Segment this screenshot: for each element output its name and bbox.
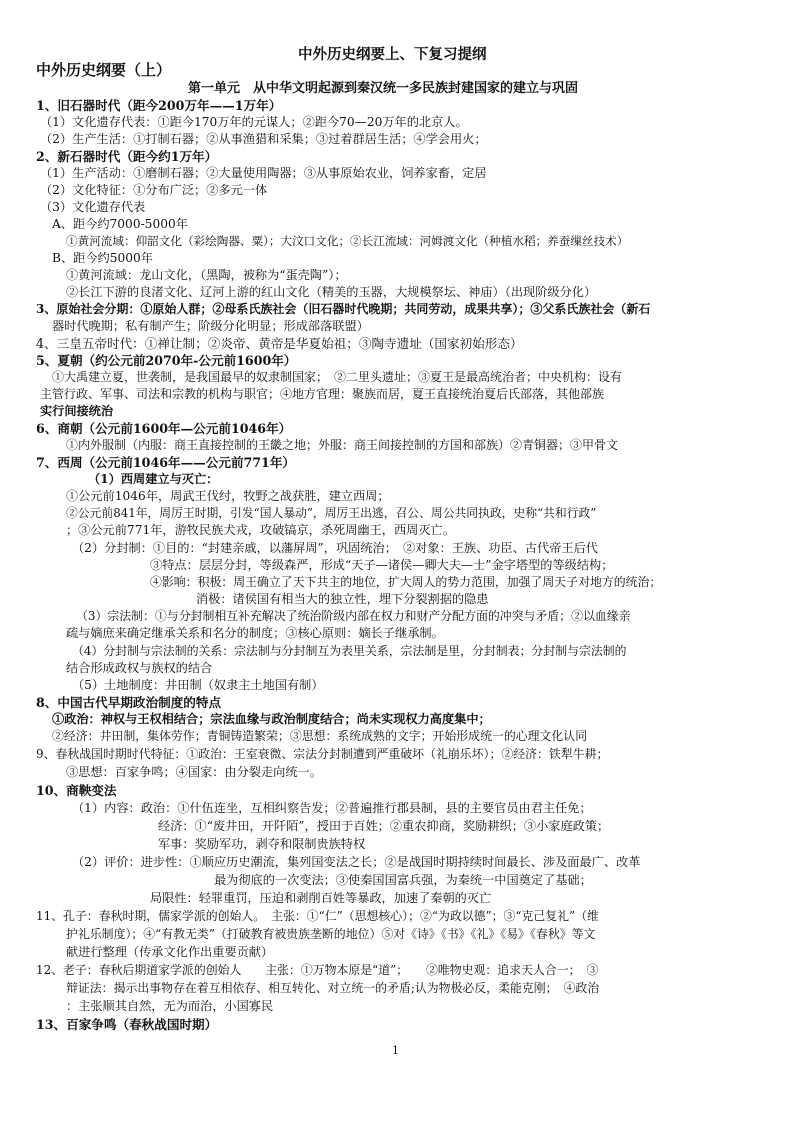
- section-heading: 8、中国古代早期政治制度的特点: [36, 695, 222, 710]
- section-heading: 4、三皇五帝时代：①禅让制；②炎帝、黄帝是华夏始祖；③陶寺遗址（国家初始形态）: [36, 336, 523, 351]
- text-line: （2）分封制：①目的：“封建亲戚，以藩屏周”，巩固统治； ②对象：王族、功臣、古代帝王后代: [72, 541, 598, 555]
- text-line: （2）评价：进步性：①顺应历史潮流，集列国变法之长；②是战国时期持续时间最长、涉及面最广、改革: [72, 855, 641, 869]
- text-line: ①公元前1046年，周武王伐纣，牧野之战获胜，建立西周；: [66, 489, 390, 503]
- text-line: （5）土地制度：井田制（奴隶主土地国有制）: [72, 678, 324, 692]
- text-line: 军事：奖励军功，剥夺和限制贵族特权: [158, 837, 366, 851]
- text-line: 主管行政、军事、司法和宗教的机构与职官；④地方官理：聚族而居，夏王直接统治夏后氏部落，其他部族: [40, 387, 605, 401]
- text-line: （1）文化遗存代表：①距今170万年的元谋人；②距今70—20万年的北京人。: [40, 115, 468, 129]
- text-line: （4）分封制与宗法制的关系：宗法制与分封制互为表里关系，宗法制是里，分封制表；分封制与宗法制的: [72, 644, 627, 658]
- unit-title: 第一单元 从中华文明起源到秦汉统一多民族封建国家的建立与巩固: [188, 81, 579, 96]
- text-line: ①黄河流域：仰韶文化（彩绘陶器、粟）；大汶口文化；②长江流域：河姆渡文化（种植水稻；养蚕缫丝技术）: [66, 234, 629, 248]
- text-line: （2）生产生活：①打制石器；②从事渔猎和采集；③过着群居生活；④学会用火；: [40, 132, 487, 146]
- section-heading: 13、百家争鸣（春秋战国时期）: [36, 1017, 218, 1032]
- text-line: ②长江下游的良渚文化、辽河上游的红山文化（精美的玉器，大规模祭坛、神庙）（出现阶级分化）: [66, 285, 597, 299]
- text-line: （1）生产活动：①磨制石器；②大量使用陶器；③从事原始农业，饲养家畜，定居: [40, 166, 487, 180]
- text-line: 局限性：轻罪重罚，压迫和剥削百姓等暴政，加速了秦朝的灭亡: [150, 891, 492, 905]
- text-line: 最为彻底的一次变法；③使秦国国富兵强，为秦统一中国奠定了基础；: [214, 873, 592, 887]
- section-heading: 6、商朝（公元前1600年—公元前1046年）: [36, 421, 292, 436]
- text-line: 实行间接统治: [40, 404, 114, 418]
- section-heading: 7、西周（公元前1046年——公元前771年）: [36, 455, 296, 470]
- text-line: （3）宗法制：①与分封制相互补充解决了统治阶级内部在权力和财产分配方面的冲突与矛盾；②以血缘亲: [76, 609, 631, 623]
- text-line: 护礼乐制度）；④“有教无类”（打破教育被贵族垄断的地位）⑤对《诗》《书》《礼》《易》《春秋》等文: [66, 927, 596, 941]
- text-line: A、距今约7000-5000年: [52, 217, 188, 231]
- section-heading: 12、老子：春秋后期道家学派的创始人 主张：①万物本原是“道”； ②唯物史观：追求天人合一； ③: [36, 963, 599, 977]
- subsection-heading: （1）西周建立与灭亡：: [88, 472, 219, 486]
- text-line: （1）内容：政治：①什伍连坐，互相纠察告发；②普遍推行郡县制，县的主要官员由君主任免；: [72, 801, 592, 815]
- text-line: 辩证法：揭示出事物存在着互相依存、相互转化、对立统一的矛盾;认为物极必反，柔能克刚； ④政治: [66, 981, 600, 995]
- text-line: ②公元前841年，周厉王时期，引发“国人暴动”，周厉王出逃，召公、周公共同执政，史称“共和行政”: [66, 506, 597, 520]
- part-title: 中外历史纲要（上）: [36, 61, 172, 79]
- text-line: ；③公元前771年，游牧民族犬戎，攻破镐京，杀死周幽王，西周灭亡。: [66, 523, 455, 537]
- text-line: 结合形成政权与族权的结合: [66, 661, 213, 675]
- text-line: ③思想：百家争鸣；④国家：由分裂走向统一。: [66, 765, 322, 779]
- text-line: ①大禹建立夏，世袭制，是我国最早的奴隶制国家； ②二里头遗址；③夏王是最高统治者；中央机构：设有: [52, 370, 623, 384]
- text-line: ①黄河流域：龙山文化，（黑陶，被称为“蛋壳陶”）；: [66, 268, 347, 282]
- section-heading: 9、春秋战国时期时代特征：①政治：王室衰微、宗法分封制遭到严重破坏（礼崩乐坏）；②经济：铁犁牛耕；: [36, 747, 609, 761]
- text-line: 消极：诸侯国有相当大的独立性，埋下分裂割据的隐患: [196, 592, 489, 606]
- text-line: 疏与嫡庶来确定继承关系和名分的制度；③核心原则：嫡长子继承制。: [66, 626, 444, 640]
- text-line: （2）文化特征：①分布广泛；②多元一体: [40, 183, 268, 197]
- text-line: ③特点：层层分封，等级森严，形成“天子—诸侯—卿大夫—士”金字塔型的等级结构；: [150, 558, 614, 572]
- section-heading: 1、旧石器时代（距今200万年——1万年）: [36, 98, 282, 113]
- section-heading: 3、原始社会分期：①原始人群；②母系氏族社会（旧石器时代晚期；共同劳动，成果共享）；③父系氏族社会（新石: [36, 302, 651, 316]
- text-line: ①内外服制（内服：商王直接控制的王畿之地；外服：商王间接控制的方国和部族）②青铜器；③甲骨文: [66, 438, 619, 452]
- text-line: （3）文化遗存代表: [40, 200, 146, 214]
- text-line: ④影响：积极：周王确立了天下共主的地位，扩大周人的势力范围，加强了周天子对地方的统治；: [150, 575, 662, 589]
- section-heading: 2、新石器时代（距今约1万年）: [36, 149, 218, 164]
- text-line: ：主张顺其自然，无为而治，小国寡民: [66, 999, 274, 1013]
- doc-title: 中外历史纲要上、下复习提纲: [298, 46, 487, 63]
- text-line: ②经济：井田制，集体劳作；青铜铸造繁荣；③思想：系统成熟的文字；开始形成统一的心理文化认同: [52, 729, 588, 743]
- text-line: 经济：①“废井田，开阡陌”，授田于百姓；②重农抑商，奖励耕织；③小家庭政策；: [158, 819, 610, 833]
- text-line: 器时代晚期；私有制产生；阶级分化明显；形成部落联盟）: [52, 319, 369, 333]
- section-heading: 10、商鞅变法: [36, 783, 117, 798]
- section-heading: 11、孔子：春秋时期，儒家学派的创始人。 主张：①“仁”（思想核心）；②“为政以德”；③“克己复礼”（维: [36, 909, 599, 923]
- text-line: B、距今约5000年: [52, 251, 153, 265]
- page-number: 1: [392, 1044, 399, 1057]
- text-line: ①政治：神权与王权相结合；宗法血缘与政治制度结合；尚未实现权力高度集中；: [52, 712, 491, 726]
- text-line: 献进行整理（传承文化作出重要贡献）: [66, 945, 274, 959]
- section-heading: 5、夏朝（约公元前2070年-公元前1600年）: [36, 353, 297, 368]
